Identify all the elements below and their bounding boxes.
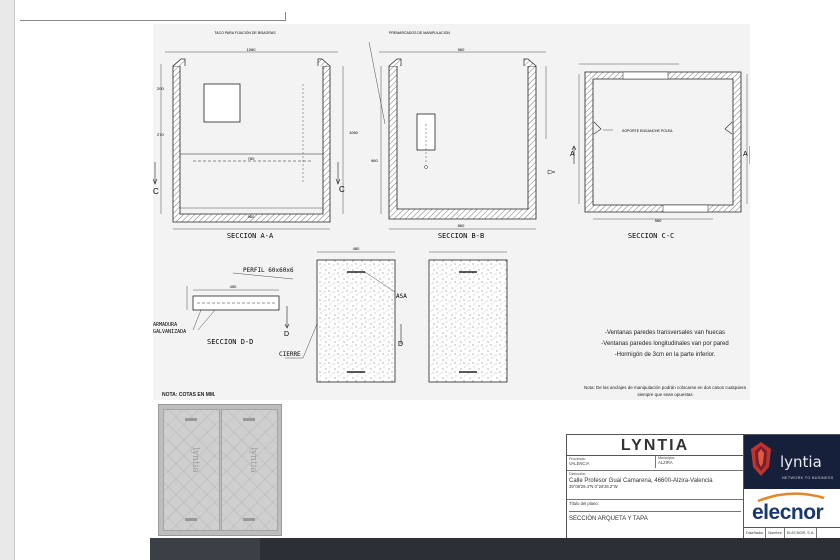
lyntia-logo xyxy=(744,435,840,489)
municipio-cell xyxy=(655,456,675,468)
dim-aa-width: 1060 xyxy=(246,47,256,52)
note-line: -Ventanas paredes transversales van huecas xyxy=(604,330,726,336)
lyntia-logo-name: lyntia xyxy=(780,453,822,471)
elecnor-logo-name: elecnor xyxy=(752,501,824,524)
photo-handle xyxy=(185,418,197,421)
dim-aa-bottom: 960 xyxy=(247,214,255,219)
provincia-value: VALENCIA xyxy=(569,461,590,466)
anchor-note: Nota: De las anclajes de manipulación podrán colocarse en dos casos cualquiera siempre que sean opuestas xyxy=(583,385,747,397)
lyntia-logo-tagline: NETWORK TO BUSINESS xyxy=(782,476,834,480)
label-galvanizada: GALVANIZADA xyxy=(153,329,187,335)
label-asa: ASA xyxy=(396,293,407,300)
dim-bb-height: 960 xyxy=(371,158,378,163)
location-row xyxy=(567,456,743,471)
cut-label-c-right: C xyxy=(339,185,345,194)
designer-name: ELECNOR, S.A. xyxy=(785,528,818,540)
direccion-value: Calle Profesor Guai Camarena, 46600-Alzira-Valencia xyxy=(569,478,713,484)
cut-label-d-left: D xyxy=(284,331,290,338)
photo-brand-text: lyntia xyxy=(189,447,200,473)
dim-cc-width: 960 xyxy=(654,218,662,223)
dim-dd-width: 450 xyxy=(229,284,237,289)
cut-label-a-right: A xyxy=(743,151,748,158)
lyntia-shield-icon xyxy=(749,441,773,477)
taskbar xyxy=(150,538,840,560)
viewer-left-panel xyxy=(0,0,15,560)
municipio-value: ALZIRA xyxy=(658,460,673,465)
section-d-d xyxy=(153,267,294,346)
photo-handle xyxy=(243,418,255,421)
label-taco: TACO PARA FIJACION DE BISAGRAS xyxy=(214,31,276,35)
plan-row xyxy=(567,500,743,536)
section-c-c xyxy=(570,64,750,240)
cut-label-a-left: A xyxy=(570,151,575,158)
dim-bb-width: 960 xyxy=(457,47,465,52)
direccion-label: Dirección: xyxy=(569,472,586,476)
label-perfil: PERFIL 60x60x6 xyxy=(243,267,294,274)
coords-value: 39°08'29.4"N 0°26'26.2"W xyxy=(569,484,618,489)
dim-lid-width: 480 xyxy=(352,246,360,251)
dim-aa-inner: 760 xyxy=(247,156,255,161)
label-armadura: ARMADURA xyxy=(153,322,178,328)
company-title: LYNTIA xyxy=(567,435,743,456)
note-line: -Ventanas paredes longitudinales van por pared xyxy=(601,341,729,347)
notes-list xyxy=(580,328,750,361)
section-title-dd: SECCION D-D xyxy=(207,338,254,346)
dim-aa-side1: 200 xyxy=(157,86,164,91)
label-soporte: SOPORTE ENGANCHE POLEA xyxy=(622,129,673,133)
cut-label-c-left: C xyxy=(153,187,159,196)
lid-left xyxy=(279,246,407,382)
section-a-a xyxy=(153,31,359,240)
ruler-line xyxy=(20,20,286,21)
name-label: Nombre xyxy=(766,528,785,540)
section-title-aa: SECCION A-A xyxy=(226,232,274,240)
provincia-label: Provincia: xyxy=(569,457,586,461)
dimensions-note: NOTA: COTAS EN MM. xyxy=(162,392,216,398)
address-row xyxy=(567,471,743,500)
designer-label: Diseñador xyxy=(744,528,766,540)
dim-bb-bottom: 860 xyxy=(457,223,465,228)
photo-lid-right xyxy=(221,409,278,531)
lid-right xyxy=(429,252,507,382)
dim-aa-side2: 270 xyxy=(157,132,164,137)
municipio-label: Municipio: xyxy=(658,456,676,460)
label-cierre: CIERRE xyxy=(279,351,301,358)
title-block xyxy=(566,434,840,540)
note-line: -Hormigón de 3cm en la parte inferior. xyxy=(614,352,716,358)
elecnor-logo xyxy=(744,490,840,526)
title-block-main xyxy=(567,435,744,539)
plano-label: Título del plano: xyxy=(569,501,599,506)
section-b-b xyxy=(369,31,555,240)
photo-handle xyxy=(243,518,255,521)
dim-aa-height: 1060 xyxy=(349,130,358,135)
lid-photo xyxy=(158,404,282,536)
taskbar-segment[interactable] xyxy=(150,538,260,560)
divider xyxy=(569,511,741,512)
photo-lid-left xyxy=(163,409,220,531)
label-orejas: PREMARCADOS DE MANIPULACION xyxy=(389,31,450,35)
section-title-bb: SECCION B-B xyxy=(437,232,485,240)
photo-brand-text: lyntia xyxy=(247,447,258,473)
photo-handle xyxy=(185,518,197,521)
cut-label-d-right: D xyxy=(398,341,404,348)
plano-value: SECCIÓN ARQUETA Y TAPA xyxy=(569,516,648,522)
section-title-cc: SECCION C-C xyxy=(627,232,675,240)
